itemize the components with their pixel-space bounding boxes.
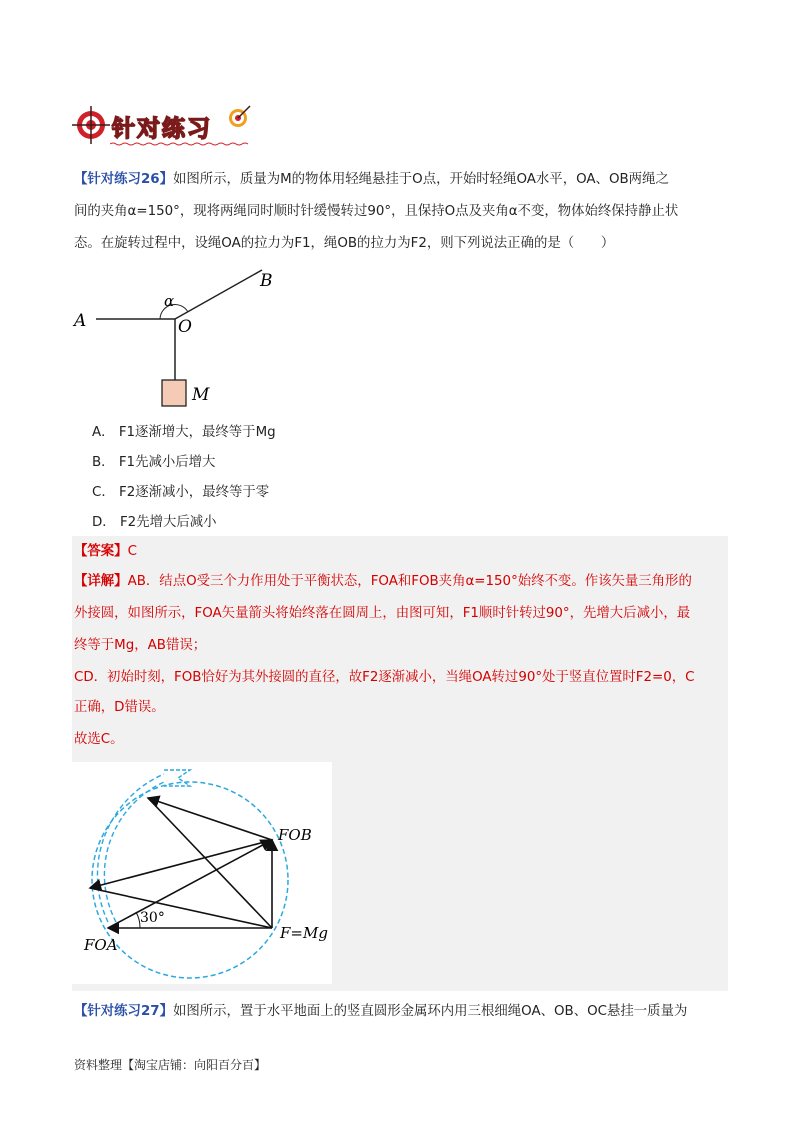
- section-header: [72, 104, 272, 150]
- figure-vector-circle: [72, 762, 332, 984]
- rotation-arrowhead: [164, 770, 190, 786]
- label-foa: FOA: [84, 936, 118, 954]
- figure-rope-diagram: [70, 262, 310, 412]
- label-fob: FOB: [278, 826, 312, 844]
- option-c[interactable]: C． F2逐渐减小，最终等于零: [92, 485, 270, 500]
- label-angle: 30°: [140, 910, 165, 926]
- label-b: B: [260, 271, 273, 291]
- question-text: 如图所示，质量为M的物体用轻绳悬挂于O点，开始时轻绳OA水平，OA、OB两绳之: [172, 172, 669, 187]
- question-26-line-3: 态。在旋转过程中，设绳OA的拉力为F1，绳OB的拉力为F2，则下列说法正确的是（ ）: [74, 236, 615, 251]
- label-a: A: [74, 311, 87, 331]
- dart-target-icon: [226, 104, 252, 130]
- detail-tag: 【详解】: [74, 574, 128, 589]
- page-footer: 资料整理【淘宝店铺：向阳百分百】: [74, 1058, 267, 1072]
- question-27-tag: 【针对练习27】: [74, 1004, 173, 1019]
- detail-line-5: 正确，D错误。: [74, 700, 165, 715]
- answer-tag: 【答案】: [74, 544, 128, 559]
- vector-top-2: [148, 798, 272, 928]
- answer-line: [74, 536, 724, 567]
- label-m: M: [192, 385, 210, 405]
- option-list: [92, 418, 276, 538]
- question-text: 如图所示，置于水平地面上的竖直圆形金属环内用三根细绳OA、OB、OC悬挂一质量为: [172, 1004, 688, 1019]
- vector-mid-2: [90, 888, 272, 928]
- vector-circle-svg: [72, 762, 332, 984]
- mass-block: [162, 380, 186, 406]
- section-title: 针对练习: [112, 116, 212, 142]
- question-27-line-1: [74, 996, 724, 1027]
- label-alpha: α: [164, 292, 175, 310]
- detail-line-1: 【详解】AB．结点O受三个力作用处于平衡状态，FOA和FOB夹角α=150°始终不变。作该矢量三角形的: [74, 574, 692, 589]
- question-26-tag: 【针对练习26】: [74, 172, 173, 187]
- detail-line-3: 终等于Mg，AB错误；: [74, 638, 207, 653]
- question-26-line-1: [74, 164, 724, 195]
- option-d[interactable]: D． F2先增大后减小: [92, 515, 217, 530]
- target-icon: [72, 106, 112, 146]
- detail-line-2: 外接圆，如图所示，FOA矢量箭头将始终落在圆周上，由图可知，F1顺时针转过90°，先增大后减小，最: [74, 606, 691, 621]
- option-a[interactable]: A． F1逐渐增大，最终等于Mg: [92, 425, 276, 440]
- detail-line-4: CD．初始时刻，FOB恰好为其外接圆的直径，故F2逐渐减小，当绳OA转过90°处于竖直位置时F2=0，C: [74, 670, 695, 685]
- answer-value: C: [127, 544, 137, 559]
- option-b[interactable]: B． F1先减小后增大: [92, 455, 216, 470]
- label-f: F=Mg: [280, 924, 328, 942]
- question-26-line-2: 间的夹角α=150°，现将两绳同时顺时针缓慢转过90°，且保持O点及夹角α不变，物体始终保持静止状: [74, 204, 679, 219]
- wavy-underline: [110, 142, 250, 146]
- detail-line-6: 故选C。: [74, 732, 124, 747]
- vector-mid: [90, 840, 272, 888]
- rotation-arc-inner: [104, 782, 164, 922]
- vector-fob-start: [108, 840, 272, 928]
- label-o: O: [178, 317, 192, 337]
